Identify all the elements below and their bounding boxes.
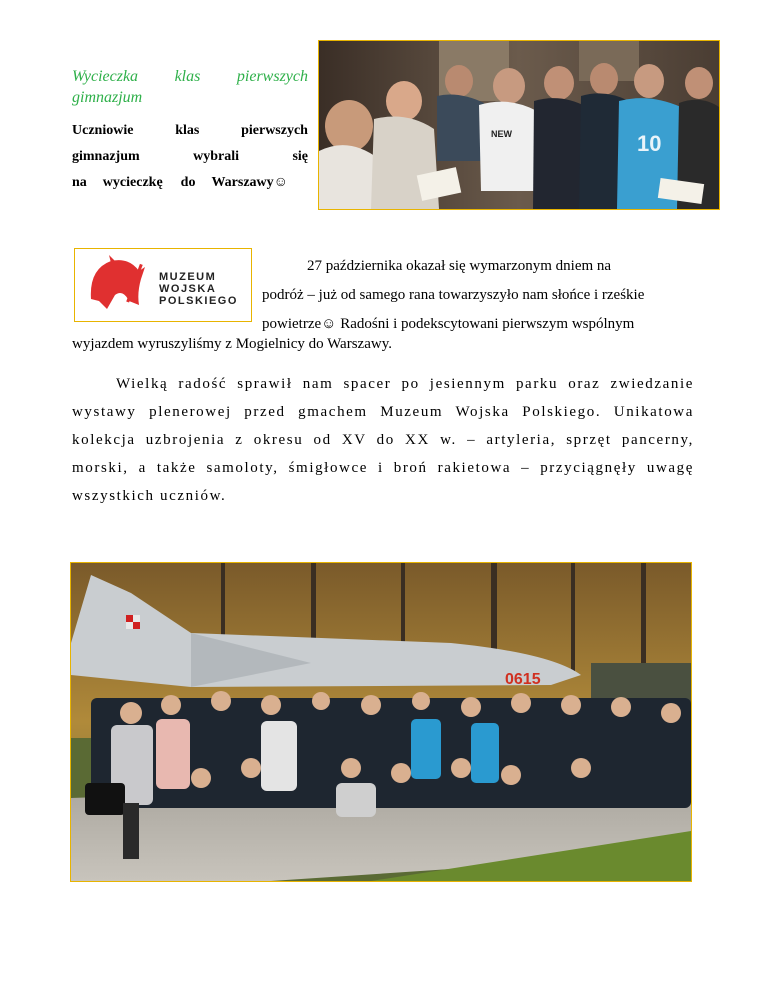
title-word: pierwszych: [236, 68, 308, 85]
intro-word: klas: [175, 123, 200, 138]
paragraph-1-line: 27 października okazał się wymarzonym dniem na: [307, 258, 612, 274]
intro-word: do: [180, 175, 196, 190]
paragraph-1-line: wyjazdem wyruszyliśmy z Mogielnicy do Warszawy.: [72, 336, 392, 352]
article-title: [72, 66, 308, 108]
intro-word: pierwszych: [241, 123, 308, 138]
logo-line: POLSKIEGO: [159, 295, 238, 307]
title-word: Wycieczka: [72, 68, 139, 85]
paragraph-1-line: powietrze☺ Radośni i podekscytowani pierwszym wspólnym: [262, 316, 635, 332]
title-word: gimnazjum: [72, 89, 143, 106]
intro-text: [72, 118, 308, 196]
intro-word: wycieczkę: [102, 175, 163, 190]
museum-logo: [74, 248, 252, 322]
svg-text:10: 10: [637, 131, 662, 156]
title-word: klas: [174, 68, 201, 85]
intro-word: gimnazjum: [72, 149, 140, 164]
intro-word: Uczniowie: [72, 123, 134, 138]
logo-line: WOJSKA: [159, 283, 217, 295]
intro-word: Warszawy☺: [211, 175, 288, 190]
svg-text:NEW: NEW: [491, 129, 512, 139]
paragraph-1: [262, 252, 694, 339]
intro-word: się: [292, 149, 308, 164]
paragraph-2-text: Wielką radość sprawił nam spacer po jesiennym parku oraz zwiedzanie wystawy plenerowej przed gmachem Muzeum Wojska Polskiego. Unikatowa kolekcja uzbrojenia z okresu od XV do XX w. – artyleria, sprzęt pancerny, morski, a także samoloty, śmigłowce i broń rakietowa – przyciągnęły uwagę wszystkich uczniów.: [72, 376, 694, 504]
paragraph-1-line: podróż – już od samego rana towarzyszyło nam słońce i rześkie: [262, 287, 645, 303]
intro-word: wybrali: [193, 149, 239, 164]
intro-word: na: [72, 175, 87, 190]
paragraph-2: [72, 370, 694, 510]
logo-line: MUZEUM: [159, 271, 217, 283]
hussar-helmet-icon: [79, 249, 159, 319]
jet-number: 0615: [505, 671, 541, 688]
photo-students-museum: [318, 40, 720, 210]
photo-group-jet: [70, 562, 692, 882]
